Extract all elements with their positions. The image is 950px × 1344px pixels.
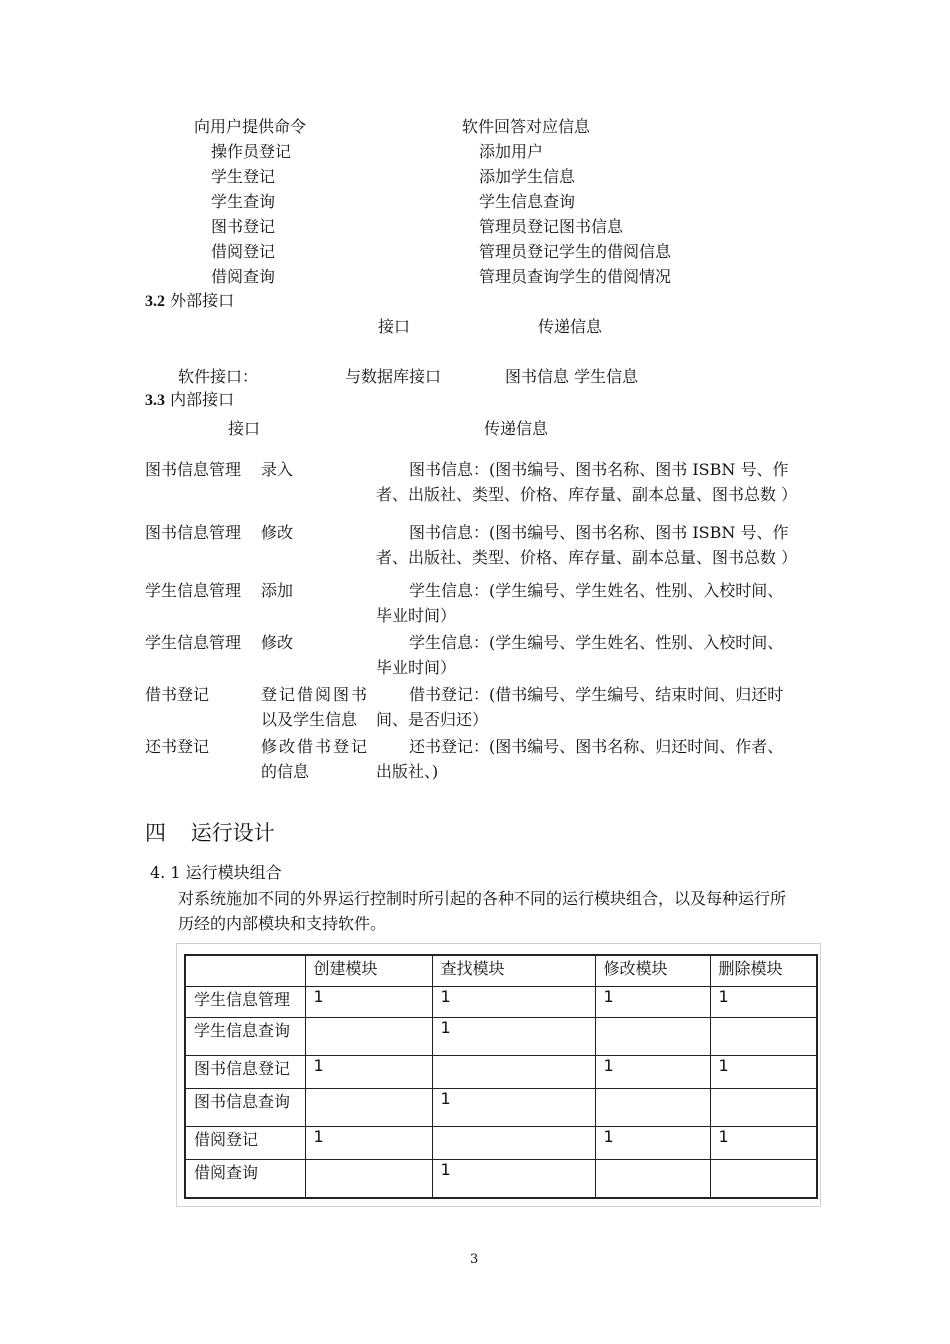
chapter-heading bbox=[145, 820, 275, 846]
table-header-cell bbox=[185, 955, 305, 987]
table-cell: 借阅登记 bbox=[185, 1127, 305, 1160]
int-row-op: 修改借书登记 bbox=[261, 737, 370, 756]
cmd-item: 借阅查询 bbox=[211, 267, 276, 286]
table-cell bbox=[305, 1018, 432, 1056]
table-row bbox=[185, 1056, 817, 1089]
ext-col-info: 传递信息 bbox=[538, 317, 603, 336]
int-row-op: 登记借阅图书 bbox=[261, 685, 370, 704]
chapter-title: 运行设计 bbox=[190, 821, 275, 845]
table-cell bbox=[595, 1089, 710, 1127]
table-cell: 1 bbox=[432, 1018, 595, 1056]
chapter-number: 四 bbox=[145, 821, 166, 845]
int-row-module: 图书信息管理 bbox=[145, 460, 242, 479]
int-row-info-line1: 图书信息：(图书编号、图书名称、图书 ISBN 号、作 bbox=[409, 460, 789, 479]
table-cell: 图书信息查询 bbox=[185, 1089, 305, 1127]
int-row-info-line1: 学生信息：(学生编号、学生姓名、性别、入校时间、 bbox=[409, 581, 784, 600]
table-cell: 1 bbox=[710, 1127, 817, 1160]
table-row bbox=[185, 1018, 817, 1056]
int-col-info: 传递信息 bbox=[484, 419, 549, 438]
section-number: 3.2 bbox=[145, 293, 165, 310]
page-number: 3 bbox=[470, 1252, 479, 1267]
table-cell: 1 bbox=[432, 1089, 595, 1127]
table-cell bbox=[432, 1056, 595, 1089]
table-header-cell: 修改模块 bbox=[595, 955, 710, 987]
table-header-row bbox=[185, 955, 817, 987]
resp-item: 管理员登记学生的借阅信息 bbox=[479, 242, 672, 261]
table-cell: 1 bbox=[595, 987, 710, 1018]
cmd-item: 学生登记 bbox=[211, 167, 276, 186]
table-cell: 1 bbox=[432, 987, 595, 1018]
table-cell: 1 bbox=[595, 1056, 710, 1089]
table-row bbox=[185, 1089, 817, 1127]
int-col-interface: 接口 bbox=[228, 419, 261, 438]
ext-row-interface: 与数据库接口 bbox=[345, 367, 442, 386]
resp-item: 添加学生信息 bbox=[479, 167, 576, 186]
table-cell bbox=[710, 1160, 817, 1199]
section-heading-external bbox=[145, 291, 234, 312]
int-row-module: 还书登记 bbox=[145, 737, 210, 756]
int-row-module: 学生信息管理 bbox=[145, 581, 242, 600]
resp-item: 管理员登记图书信息 bbox=[479, 217, 624, 236]
table-cell: 1 bbox=[305, 987, 432, 1018]
section-title: 外部接口 bbox=[170, 291, 235, 310]
resp-item: 学生信息查询 bbox=[479, 192, 576, 211]
int-row-op-line2: 的信息 bbox=[261, 762, 310, 781]
subsection-heading: 4. 1 运行模块组合 bbox=[150, 863, 282, 882]
table-cell: 1 bbox=[710, 1056, 817, 1089]
table-row bbox=[185, 1160, 817, 1199]
int-row-op-line2: 以及学生信息 bbox=[261, 710, 358, 729]
table-cell bbox=[305, 1160, 432, 1199]
ext-row-label: 软件接口： bbox=[178, 367, 259, 386]
table-cell: 1 bbox=[710, 987, 817, 1018]
cmd-item: 图书登记 bbox=[211, 217, 276, 236]
int-row-module: 图书信息管理 bbox=[145, 523, 242, 542]
section-title: 内部接口 bbox=[170, 390, 235, 409]
int-row-module: 借书登记 bbox=[145, 685, 210, 704]
table-cell: 图书信息登记 bbox=[185, 1056, 305, 1089]
int-row-info-line2: 毕业时间） bbox=[376, 658, 457, 677]
table-cell: 1 bbox=[305, 1056, 432, 1089]
int-row-info-line1: 借书登记：(借书编号、学生编号、结束时间、归还时 bbox=[409, 685, 784, 704]
int-row-info-line2: 间、是否归还） bbox=[376, 710, 489, 729]
table-cell bbox=[710, 1089, 817, 1127]
table-header-cell: 删除模块 bbox=[710, 955, 817, 987]
resp-item: 添加用户 bbox=[479, 142, 544, 161]
table-cell bbox=[595, 1018, 710, 1056]
int-row-info-line1: 还书登记：(图书编号、图书名称、归还时间、作者、 bbox=[409, 737, 784, 756]
cmd-header-right: 软件回答对应信息 bbox=[462, 117, 591, 136]
table-header-cell: 创建模块 bbox=[305, 955, 432, 987]
table-header-cell: 查找模块 bbox=[432, 955, 595, 987]
ext-col-interface: 接口 bbox=[378, 317, 411, 336]
table-row bbox=[185, 987, 817, 1018]
int-row-op: 修改 bbox=[261, 523, 294, 542]
table-cell: 学生信息管理 bbox=[185, 987, 305, 1018]
table-cell: 1 bbox=[305, 1127, 432, 1160]
ext-row-info: 图书信息 学生信息 bbox=[505, 367, 639, 386]
table-cell bbox=[432, 1127, 595, 1160]
section-number: 3.3 bbox=[145, 392, 165, 409]
section-heading-internal bbox=[145, 390, 234, 411]
table-cell: 1 bbox=[595, 1127, 710, 1160]
table-cell bbox=[710, 1018, 817, 1056]
table-cell: 1 bbox=[432, 1160, 595, 1199]
table-cell bbox=[305, 1089, 432, 1127]
table-row bbox=[185, 1127, 817, 1160]
table-cell: 学生信息查询 bbox=[185, 1018, 305, 1056]
int-row-info-line2: 者、出版社、类型、价格、库存量、副本总量、图书总数 ） bbox=[376, 485, 798, 504]
resp-item: 管理员查询学生的借阅情况 bbox=[479, 267, 672, 286]
int-row-info-line2: 毕业时间） bbox=[376, 606, 457, 625]
cmd-item: 操作员登记 bbox=[211, 142, 292, 161]
paragraph-line: 对系统施加不同的外界运行控制时所引起的各种不同的运行模块组合，以及每种运行所 bbox=[178, 889, 787, 908]
cmd-item: 借阅登记 bbox=[211, 242, 276, 261]
int-row-info-line2: 者、出版社、类型、价格、库存量、副本总量、图书总数 ） bbox=[376, 548, 798, 567]
int-row-info-line2: 出版社、) bbox=[376, 762, 439, 781]
cmd-item: 学生查询 bbox=[211, 192, 276, 211]
module-table bbox=[184, 954, 818, 1199]
table-cell bbox=[595, 1160, 710, 1199]
int-row-op: 添加 bbox=[261, 581, 294, 600]
int-row-op: 录入 bbox=[261, 460, 294, 479]
int-row-info-line1: 图书信息：(图书编号、图书名称、图书 ISBN 号、作 bbox=[409, 523, 789, 542]
table-cell: 借阅查询 bbox=[185, 1160, 305, 1199]
cmd-header-left: 向用户提供命令 bbox=[194, 117, 307, 136]
paragraph-line: 历经的内部模块和支持软件。 bbox=[178, 914, 387, 933]
int-row-op: 修改 bbox=[261, 633, 294, 652]
int-row-module: 学生信息管理 bbox=[145, 633, 242, 652]
int-row-info-line1: 学生信息：(学生编号、学生姓名、性别、入校时间、 bbox=[409, 633, 784, 652]
